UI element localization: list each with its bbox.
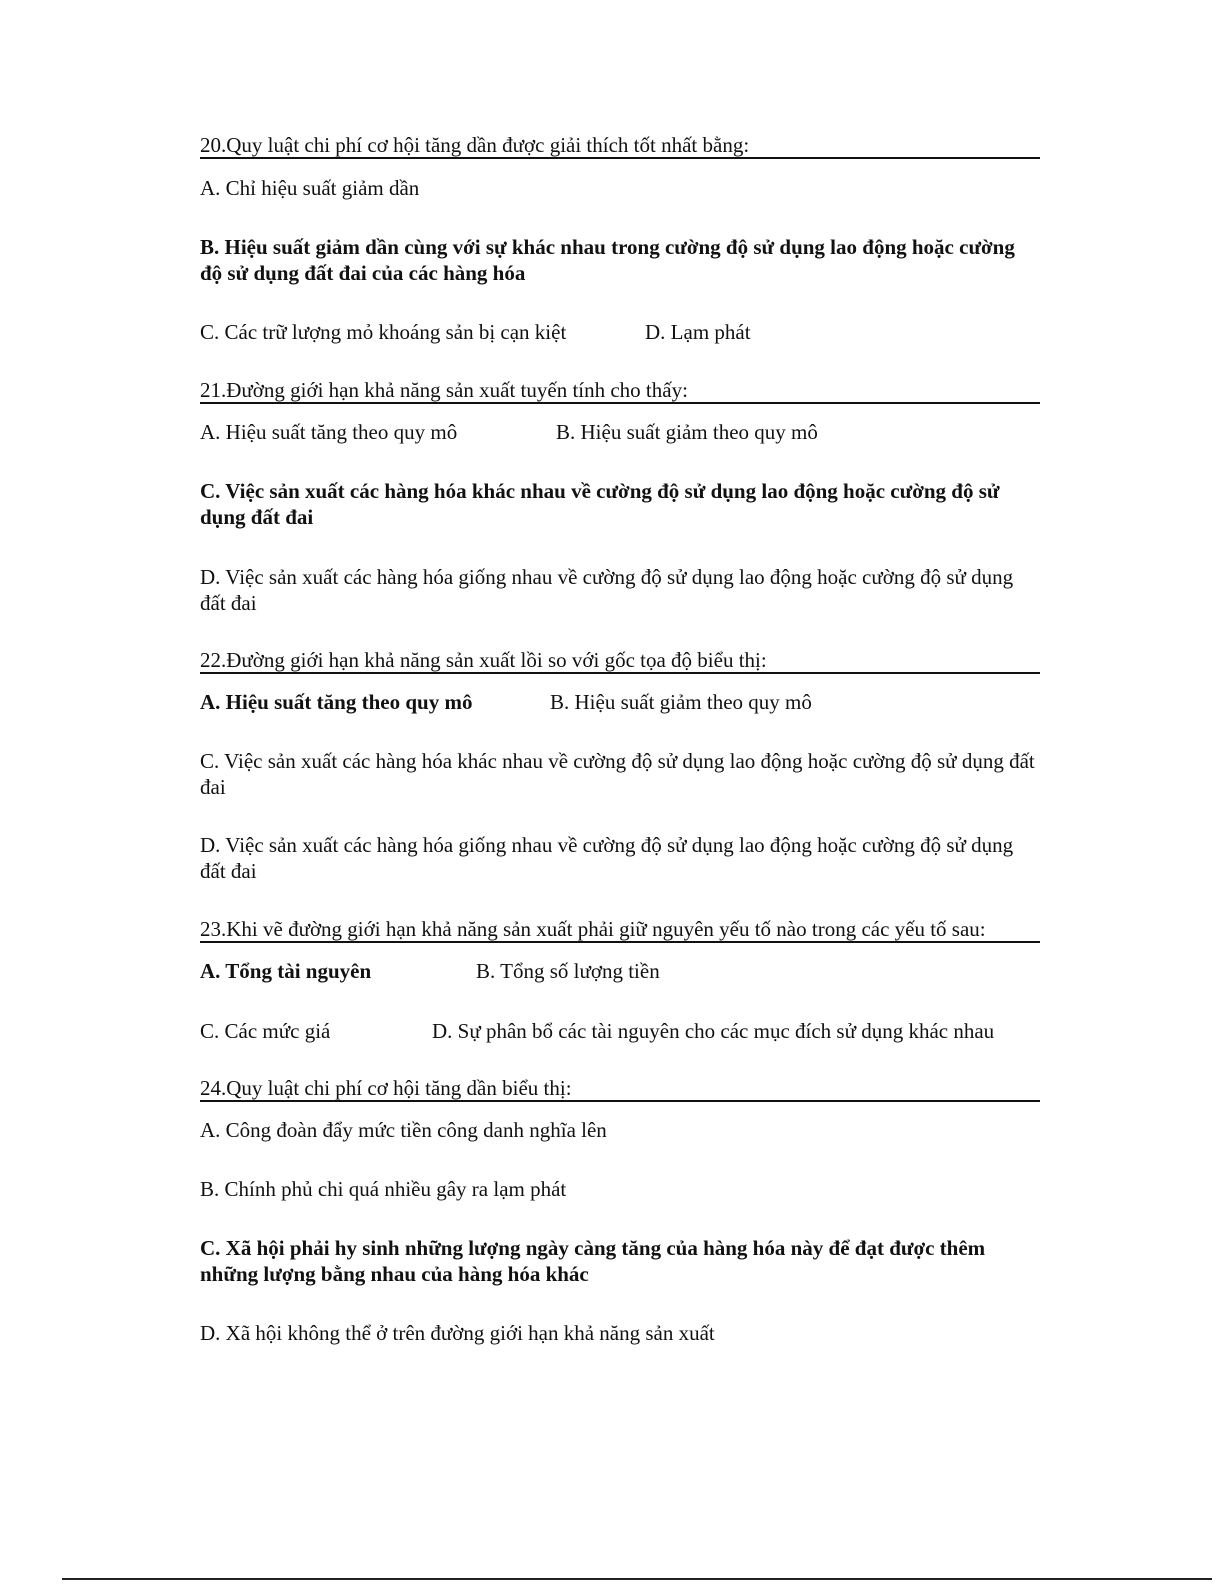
q24-option-b: B. Chính phủ chi quá nhiều gây ra lạm phát: [200, 1177, 567, 1201]
q23-option-c: C. Các mức giá: [200, 1019, 331, 1043]
q21-option-b: B. Hiệu suất giảm theo quy mô: [556, 420, 818, 444]
q23-option-b: B. Tổng số lượng tiền: [476, 959, 660, 983]
question-23-title: 23.Khi vẽ đường giới hạn khả năng sản xuất phải giữ nguyên yếu tố nào trong các yếu tố sau:: [200, 917, 1040, 943]
q22-option-d: D. Việc sản xuất các hàng hóa giống nhau về cường độ sử dụng lao động hoặc cường độ sử dụng đất đai: [200, 833, 1014, 883]
q22-option-a-answer: A. Hiệu suất tăng theo quy mô: [200, 690, 473, 714]
page-bottom-divider: [62, 1578, 1212, 1580]
q20-option-d: D. Lạm phát: [645, 320, 751, 344]
q20-option-a: A. Chỉ hiệu suất giảm dần: [200, 176, 420, 200]
q21-option-a: A. Hiệu suất tăng theo quy mô: [200, 420, 458, 444]
q21-option-d: D. Việc sản xuất các hàng hóa giống nhau về cường độ sử dụng lao động hoặc cường độ sử dụng đất đai: [200, 565, 1014, 615]
q23-option-a-answer: A. Tổng tài nguyên: [200, 959, 372, 983]
q22-option-b: B. Hiệu suất giảm theo quy mô: [550, 690, 812, 714]
question-24-title: 24.Quy luật chi phí cơ hội tăng dần biểu thị:: [200, 1076, 1040, 1102]
q24-option-d: D. Xã hội không thể ở trên đường giới hạn khả năng sản xuất: [200, 1321, 715, 1345]
q22-option-c: C. Việc sản xuất các hàng hóa khác nhau về cường độ sử dụng lao động hoặc cường độ sử dụng đất đai: [200, 749, 1035, 799]
q24-option-a: A. Công đoàn đẩy mức tiền công danh nghĩa lên: [200, 1118, 607, 1142]
q21-option-c-answer: C. Việc sản xuất các hàng hóa khác nhau về cường độ sử dụng lao động hoặc cường độ sử dụng đất đai: [200, 479, 1000, 529]
q24-option-c-answer: C. Xã hội phải hy sinh những lượng ngày càng tăng của hàng hóa này để đạt được thêm những lượng bằng nhau của hàng hóa khác: [200, 1236, 986, 1286]
q20-option-b-answer: B. Hiệu suất giảm dần cùng với sự khác nhau trong cường độ sử dụng lao động hoặc cường độ sử dụng đất đai của các hàng hóa: [200, 235, 1015, 285]
question-21-title: 21.Đường giới hạn khả năng sản xuất tuyến tính cho thấy:: [200, 378, 1040, 404]
q23-option-d: D. Sự phân bổ các tài nguyên cho các mục đích sử dụng khác nhau: [432, 1019, 995, 1043]
question-22-title: 22.Đường giới hạn khả năng sản xuất lồi so với gốc tọa độ biểu thị:: [200, 648, 1040, 674]
question-20-title: 20.Quy luật chi phí cơ hội tăng dần được giải thích tốt nhất bằng:: [200, 133, 1040, 159]
q20-option-c: C. Các trữ lượng mỏ khoáng sản bị cạn kiệt: [200, 320, 567, 344]
